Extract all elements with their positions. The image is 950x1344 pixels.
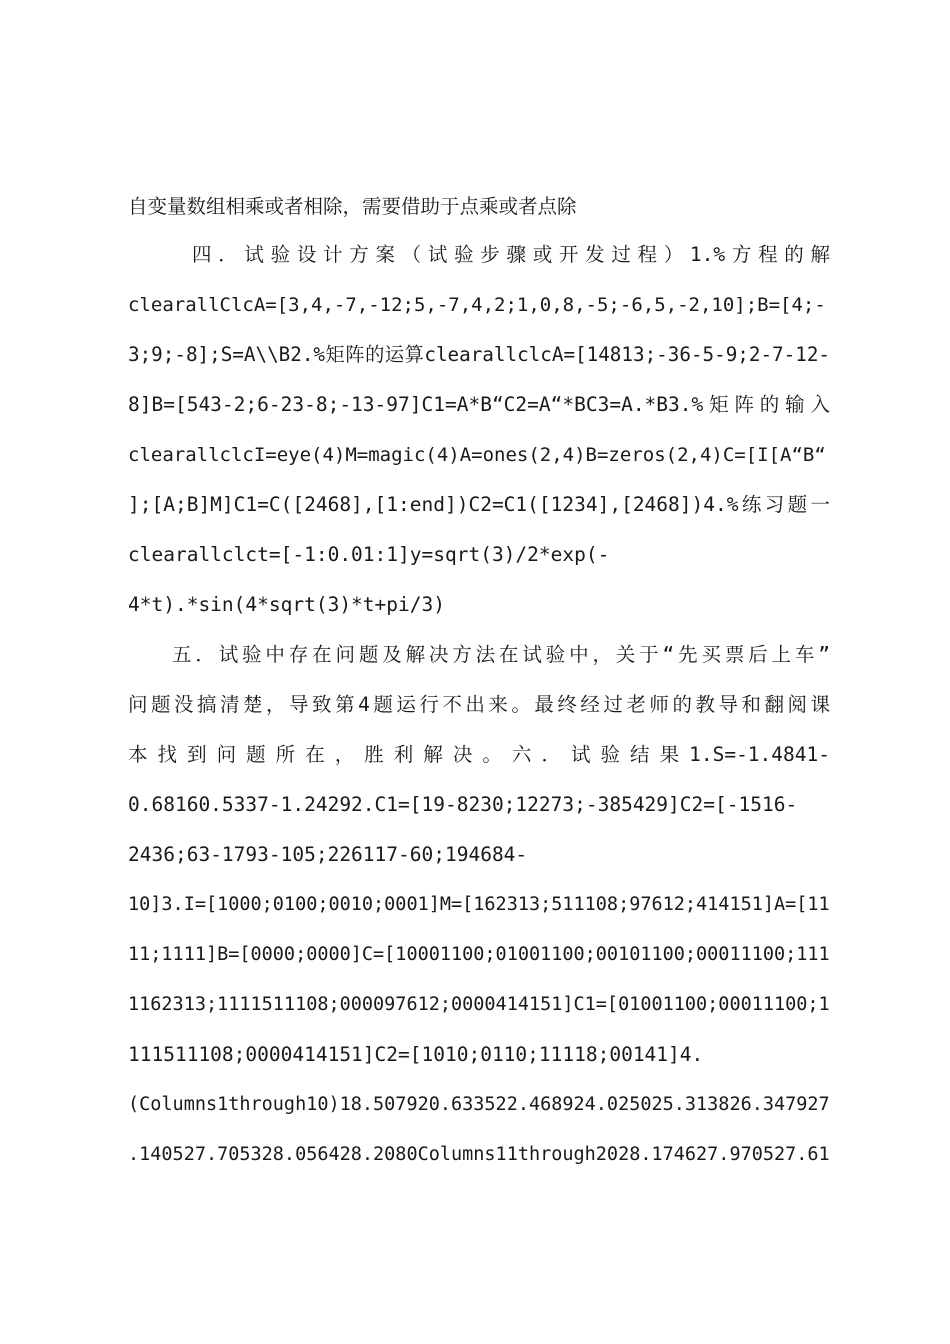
code-line-1: clearallClcA=[3,4,-7,-12;5,-7,4,2;1,0,8,-5;-6,5,-2,10];B=[4;- [128,294,826,316]
result-line-6: 111511108;0000414151]C2=[1010;0110;11118;00141]4. [128,1043,704,1066]
text-line-3: 本找到问题所在，胜利解决。六．试验结果1.S=-1.4841- [128,743,830,766]
code-line-7: 4*t).*sin(4*sqrt(3)*t+pi/3) [128,593,445,616]
code-line-5: ];[A;B]M]C1=C([2468],[1:end])C2=C1([1234],[2468])4.%练习题一 [128,493,830,516]
code-line-2: 3;9;-8];S=A\\B2.%矩阵的运算clearallclcA=[14813;-36-5-9;2-7-12- [128,343,830,366]
text-line-2: 问题没搞清楚，导致第4题运行不出来。最终经过老师的教导和翻阅课 [128,693,830,716]
result-line-8: .140527.705328.056428.2080Columns11through2028.174627.970527.61 [128,1144,830,1165]
result-line-1: 0.68160.5337-1.24292.C1=[19-8230;12273;-385429]C2=[-1516- [128,793,798,816]
result-line-4: 11;1111]B=[0000;0000]C=[10001100;01001100;00101100;00011100;111 [128,944,830,965]
code-line-4: clearallclcI=eye(4)M=magic(4)A=ones(2,4)B=zeros(2,4)C=[I[A“B“ [128,444,826,466]
text-line-1: 自变量数组相乘或者相除，需要借助于点乘或者点除 [128,195,577,218]
result-line-3: 10]3.I=[1000;0100;0010;0001]M=[162313;511108;97612;414151]A=[11 [128,894,830,915]
section-4-heading: 四．试验设计方案（试验步骤或开发过程）1.%方程的解 [192,243,830,266]
section-5-heading: 五．试验中存在问题及解决方法在试验中，关于“先买票后上车” [172,643,830,666]
code-line-6: clearallclct=[-1:0.01:1]y=sqrt(3)/2*exp(- [128,543,610,566]
result-line-7: (Columns1through10)18.507920.633522.468924.025025.313826.347927 [128,1094,830,1115]
result-line-5: 1162313;1111511108;000097612;0000414151]C1=[01001100;00011100;1 [128,994,830,1015]
code-line-3: 8]B=[543-2;6-23-8;-13-97]C1=A*B“C2=A“*BC3=A.*B3.%矩阵的输入 [128,393,830,416]
result-line-2: 2436;63-1793-105;226117-60;194684- [128,843,528,866]
